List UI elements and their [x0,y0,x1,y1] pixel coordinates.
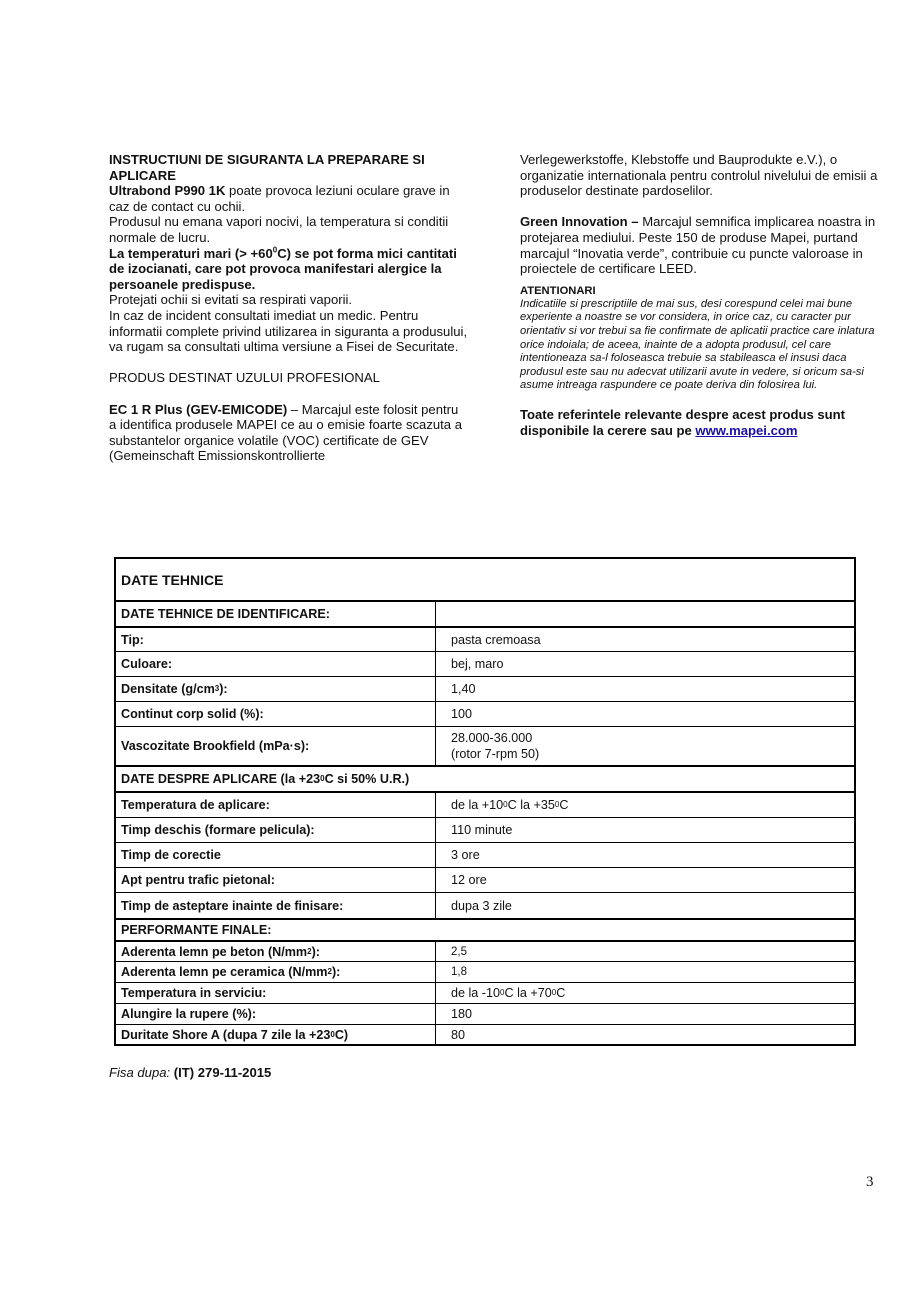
table-title-row [116,559,854,600]
attention-title: ATENTIONARI [520,284,596,297]
table-row: Alungire la rupere (%): 180 [116,1003,854,1024]
performance-header-row [116,918,854,940]
application-header: DATE DESPRE APLICARE (la +23 0 C si 50% U.R.) [121,772,410,786]
table-row: Densitate (g/cm 3 ): 1,40 [116,676,854,701]
high-temp-warning: La temperaturi mari (> $+60^0C$) se pot forma mici cantitati de izocianati, care pot provoca manifestari alergice la persoanele predispuse. [109,245,457,292]
no-vapors-text: Produsul nu emana vapori nocivi, la temperatura si conditii normale de lucru. [109,214,449,245]
table-row: Timp de corectie 3 ore [116,842,854,867]
table-row: Timp deschis (formare pelicula): 110 minute [116,817,854,842]
ec1-paragraph: EC 1 R Plus (GEV-EMICODE) – Marcajul este folosit pentru a identifica produsele MAPEI ce au o emisie foarte scazuta a substantelor organice volatile (VOC) certificate de GEV (Gemeinschaft Emissionskontrollierte [109,401,462,464]
product-warning: Ultrabond P990 1K poate provoca leziuni oculare grave in caz de contact cu ochii. [109,183,450,214]
identification-header: DATE TEHNICE DE IDENTIFICARE: [116,602,436,626]
table-row: Apt pentru trafic pietonal: 12 ore [116,867,854,892]
table-row: Continut corp solid (%): 100 [116,701,854,726]
attention-text: Indicatiile si prescriptiile de mai sus, desi corespund celei mai bune experiente a noastre se vor considera, in orice caz, cu caracter pur orientativ si vor trebui sa fie confirmate de aplicatii practice care inlatura orice indoiala; de aceea, inainte de a adopta produsul, cel care intentioneaza sa-l foloseasca trebuie sa stabileasca el insusi daca produsul este sau nu adecvat utilizarii avute in vedere, si oricum sa-si asume intreaga raspundere ce poate deriva din folosirea lui. [520,297,875,392]
table-row: Tip: pasta cremoasa [116,626,854,651]
performance-header: PERFORMANTE FINALE: [121,923,272,937]
right-column [520,152,885,438]
green-innovation-paragraph: Green Innovation – Marcajul semnifica implicarea noastra in protejarea mediului. Peste 150 de produse Mapei, purtand marcajul “Inovatia verde”, contribuie cu puncte valoroase in proiectele de certificare LEED. [520,214,876,277]
identification-header-row [116,600,854,626]
application-header-row [116,765,854,791]
safety-title: INSTRUCTIUNI DE SIGURANTA LA PREPARARE SI APLICARE [109,152,425,183]
technical-data-table [114,557,856,1046]
green-innovation-title: Green Innovation – [520,214,639,230]
product-name: Ultrabond P990 1K [109,183,226,199]
incident-text: In caz de incident consultati imediat un medic. Pentru informatii complete privind utilizarea in siguranta a produsului, va rugam sa consultati ultima versiune a Fisei de Securitate. [109,307,468,355]
table-title: DATE TEHNICE [121,571,224,588]
ec1-continued: Verlegewerkstoffe, Klebstoffe und Bauprodukte e.V.), o organizatie internationala pentru controlul nivelului de emisii a produselor destinate pardoselilor. [520,152,878,199]
mapei-link[interactable]: www.mapei.com [695,422,798,438]
page-number: 3 [866,1174,874,1190]
table-row: Temperatura in serviciu: de la -10 0 C la +70 0 C [116,982,854,1003]
table-row: Vascozitate Brookfield (mPa·s): 28.000-36.000 (rotor 7-rpm 50) [116,726,854,765]
references-text: Toate referintele relevante despre acest produs sunt disponibile la cerere sau pe www.mapei.com [520,406,846,438]
protect-eyes-text: Protejati ochii si evitati sa respirati vaporii. [109,292,353,308]
ec1-title: EC 1 R Plus (GEV-EMICODE) [109,401,288,417]
sheet-reference: Fisa dupa: (IT) 279-11-2015 [109,1065,272,1080]
table-row: Temperatura de aplicare: de la +10 0 C la +35 0 C [116,791,854,817]
table-row: Aderenta lemn pe ceramica (N/mm 2 ): 1,8 [116,961,854,982]
professional-use-text: PRODUS DESTINAT UZULUI PROFESIONAL [109,370,380,386]
table-row: Aderenta lemn pe beton (N/mm 2 ): 2,5 [116,940,854,961]
table-row: Timp de asteptare inainte de finisare: dupa 3 zile [116,892,854,918]
table-row: Culoare: bej, maro [116,651,854,676]
table-row: Duritate Shore A (dupa 7 zile la +23 0 C) 80 [116,1024,854,1044]
left-column [109,152,469,464]
